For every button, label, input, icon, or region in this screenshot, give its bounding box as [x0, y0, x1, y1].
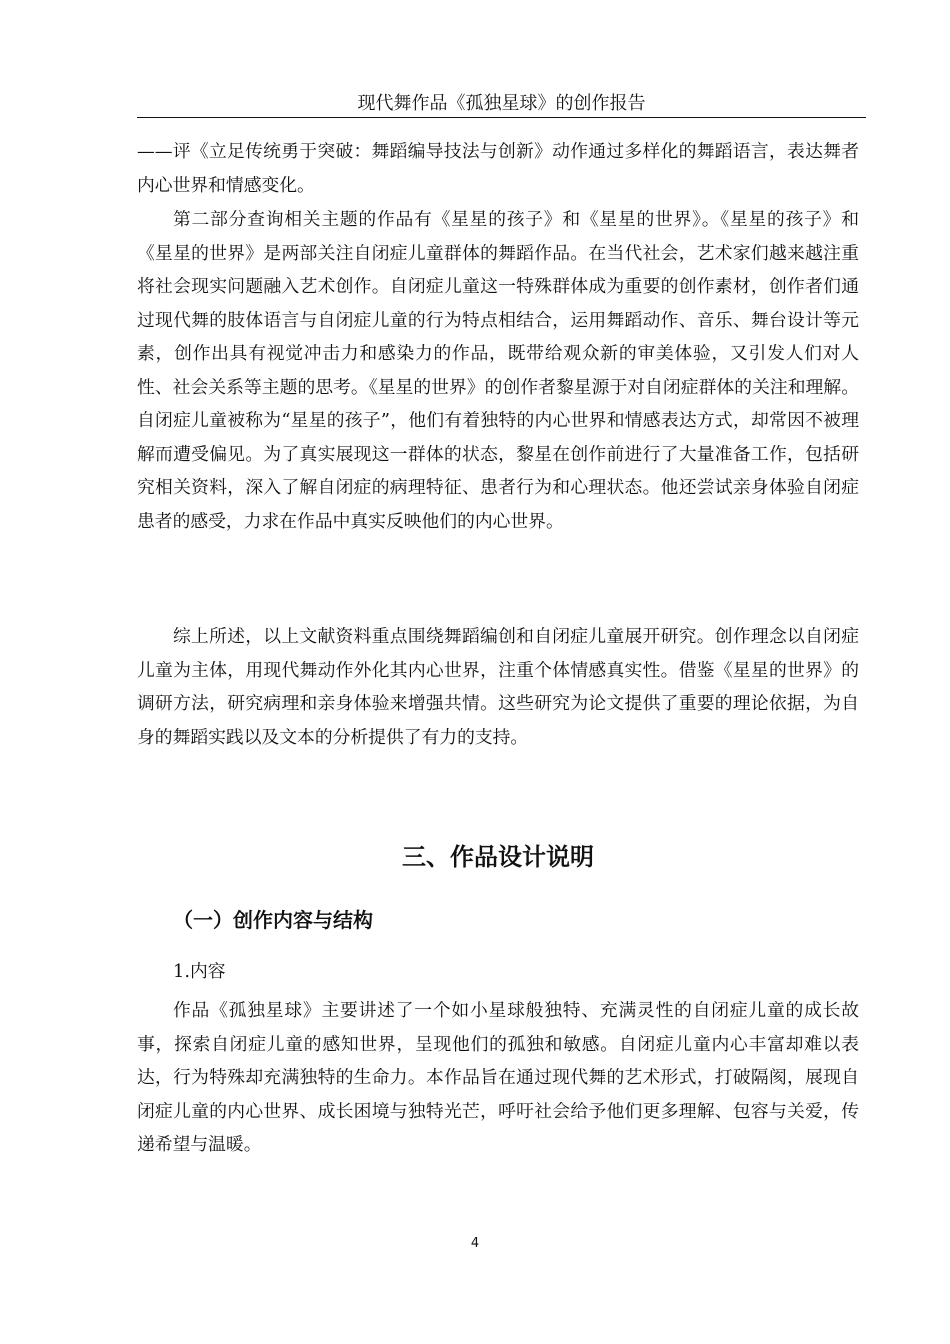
item-heading	[173, 957, 226, 987]
section-heading: 三、作品设计说明	[402, 843, 594, 871]
running-header: 现代舞作品《孤独星球》的创作报告	[357, 93, 646, 114]
item-title: 内容	[189, 961, 226, 982]
paragraph-continuation: ——评《立足传统勇于突破：舞蹈编导技法与创新》动作通过多样化的舞蹈语言，表达舞者内心世界和情感变化。	[137, 141, 859, 196]
paragraph-content: 作品《孤独星球》主要讲述了一个如小星球般独特、充满灵性的自闭症儿童的成长故事，探索自闭症儿童的感知世界，呈现他们的孤独和敏感。自闭症儿童内心丰富却难以表达，行为特殊却充满独特的生命力。本作品旨在通过现代舞的艺术形式，打破隔阂，展现自闭症儿童的内心世界、成长困境与独特光芒，呼吁社会给予他们更多理解、包容与关爱，传递希望与温暖。	[137, 1000, 859, 1155]
page-number: 4	[470, 1236, 480, 1251]
paragraph-summary: 综上所述，以上文献资料重点围绕舞蹈编创和自闭症儿童展开研究。创作理念以自闭症儿童为主体，用现代舞动作外化其内心世界，注重个体情感真实性。借鉴《星星的世界》的调研方法，研究病理和亲身体验来增强共情。这些研究为论文提供了重要的理论依据，为自身的舞蹈实践以及文本的分析提供了有力的支持。	[137, 626, 859, 748]
item-number: 1.	[173, 961, 190, 982]
subsection-heading: （一）创作内容与结构	[173, 908, 373, 932]
header-divider	[137, 117, 866, 118]
paragraph-related-works: 第二部分查询相关主题的作品有《星星的孩子》和《星星的世界》。《星星的孩子》和《星星的世界》是两部关注自闭症儿童群体的舞蹈作品。在当代社会，艺术家们越来越注重将社会现实问题融入艺术创作。自闭症儿童这一特殊群体成为重要的创作素材，创作者们通过现代舞的肢体语言与自闭症儿童的行为特点相结合，运用舞蹈动作、音乐、舞台设计等元素，创作出具有视觉冲击力和感染力的作品，既带给观众新的审美体验，又引发人们对人性、社会关系等主题的思考。《星星的世界》的创作者黎星源于对自闭症群体的关注和理解。自闭症儿童被称为“星星的孩子”，他们有着独特的内心世界和情感表达方式，却常因不被理解而遭受偏见。为了真实展现这一群体的状态，黎星在创作前进行了大量准备工作，包括研究相关资料，深入了解自闭症的病理特征、患者行为和心理状态。他还尝试亲身体验自闭症患者的感受，力求在作品中真实反映他们的内心世界。	[137, 209, 859, 532]
